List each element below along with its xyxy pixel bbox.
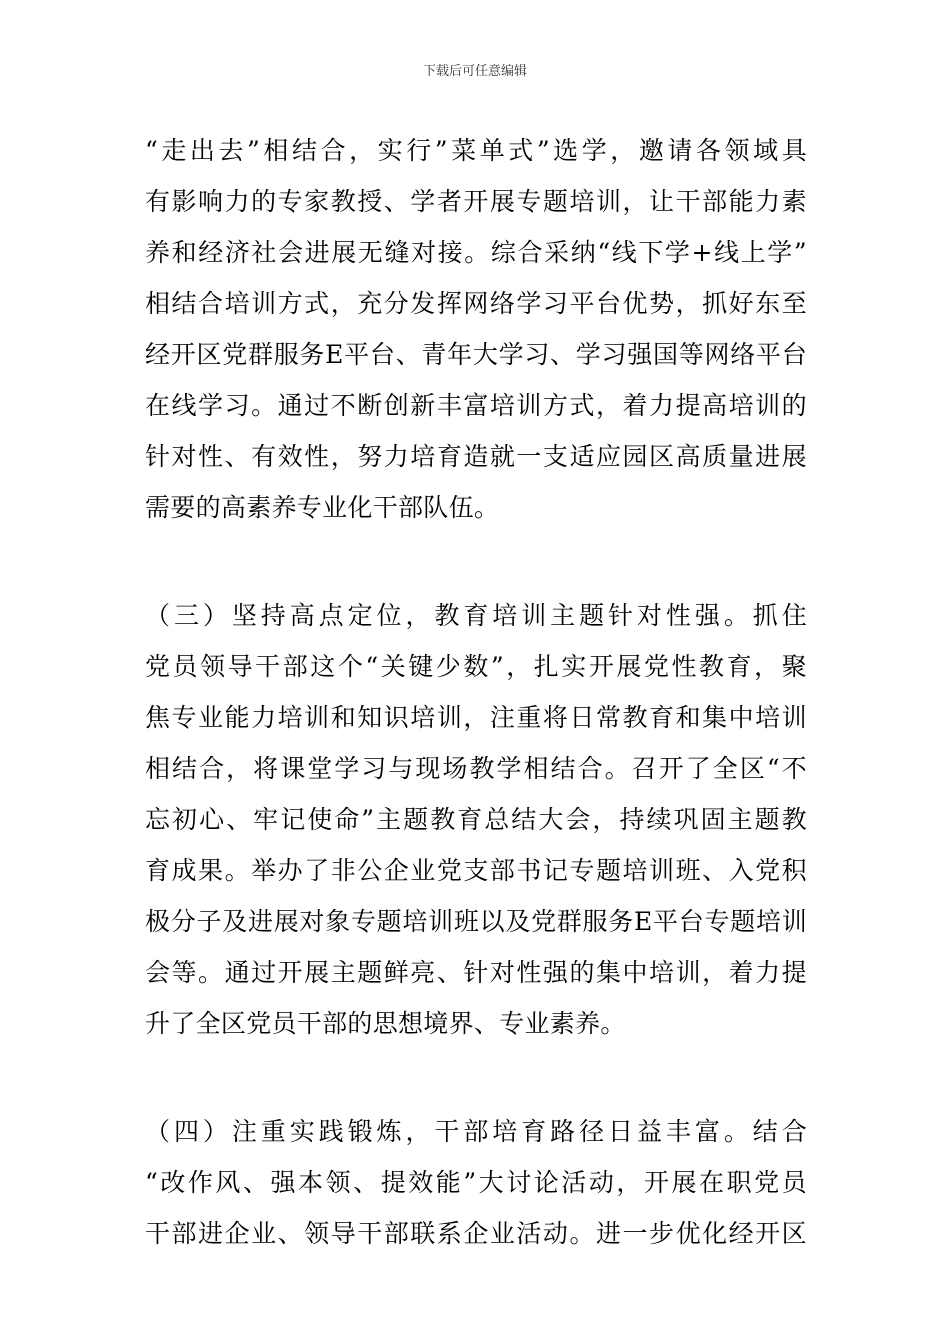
paragraph-spacer	[145, 1049, 807, 1106]
text-line: 极分子及进展对象专题培训班以及党群服务E平台专题培训	[145, 907, 807, 936]
text-line: 针对性、有效性，努力培育造就一支适应园区高质量进展	[145, 442, 807, 471]
page-header: 下载后可任意编辑	[422, 64, 527, 79]
text-line: 升了全区党员干部的思想境界、专业素养。	[145, 1009, 626, 1038]
text-line: 经开区党群服务E平台、青年大学习、学习强国等网络平台	[145, 340, 807, 369]
text-line: 焦专业能力培训和知识培训，注重将日常教育和集中培训	[145, 703, 807, 732]
text-line: 相结合培训方式，充分发挥网络学习平台优势，抓好东至	[145, 289, 807, 318]
text-line: 会等。通过开展主题鲜亮、针对性强的集中培训，着力提	[145, 958, 807, 987]
text-line: 需要的高素养专业化干部队伍。	[145, 493, 500, 522]
text-line: “改作风、强本领、提效能”大讨论活动，开展在职党员	[145, 1168, 807, 1197]
text-line: 有影响力的专家教授、学者开展专题培训，让干部能力素	[145, 187, 807, 216]
document-body	[145, 125, 807, 1259]
paragraph-3	[145, 1106, 807, 1259]
paragraph-1	[145, 125, 807, 533]
text-line: （三）坚持高点定位，教育培训主题针对性强。抓住	[145, 601, 807, 630]
text-line: 在线学习。通过不断创新丰富培训方式，着力提高培训的	[145, 391, 807, 420]
text-line: 干部进企业、领导干部联系企业活动。进一步优化经开区	[145, 1219, 807, 1248]
text-line: 忘初心、牢记使命”主题教育总结大会，持续巩固主题教	[145, 805, 807, 834]
text-line: 养和经济社会进展无缝对接。综合采纳“线下学+线上学”	[145, 238, 807, 267]
text-line: 育成果。举办了非公企业党支部书记专题培训班、入党积	[145, 856, 807, 885]
text-line: “走出去”相结合，实行”菜单式”选学，邀请各领域具	[145, 136, 807, 165]
paragraph-spacer	[145, 533, 807, 590]
text-line: （四）注重实践锻炼，干部培育路径日益丰富。结合	[145, 1117, 807, 1146]
text-line: 党员领导干部这个“关键少数”，扎实开展党性教育，聚	[145, 652, 807, 681]
paragraph-2	[145, 590, 807, 1049]
text-line: 相结合，将课堂学习与现场教学相结合。召开了全区“不	[145, 754, 807, 783]
